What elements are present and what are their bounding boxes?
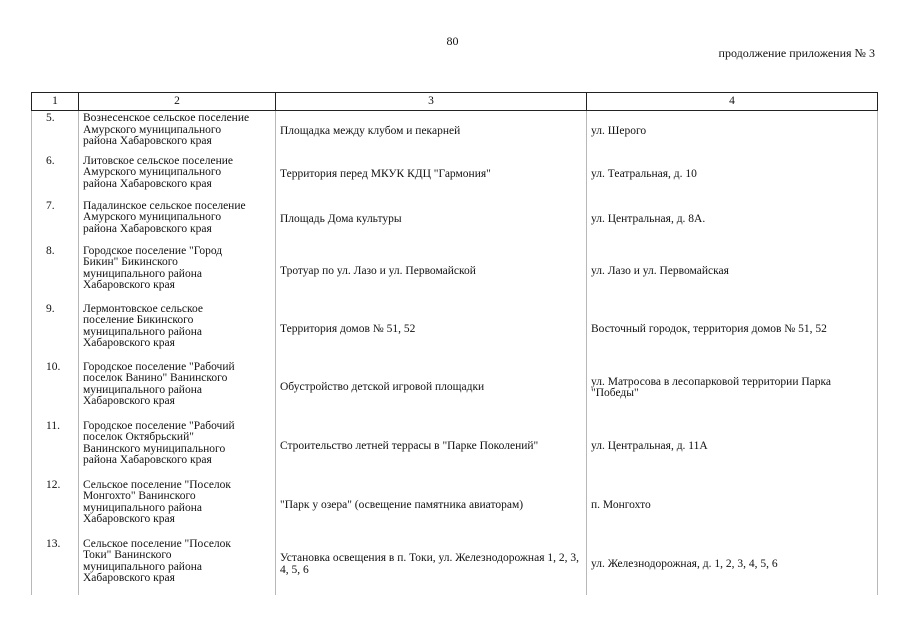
settlement-name: Литовское сельское поселение Амурского муниципального района Хабаровского края bbox=[79, 154, 276, 199]
settlement-name: Сельское поселение "Поселок Монгохто" Ванинского муниципального района Хабаровского края bbox=[79, 478, 276, 537]
table-row bbox=[32, 111, 878, 154]
table-row bbox=[32, 419, 878, 478]
table-row bbox=[32, 478, 878, 537]
project-description: Тротуар по ул. Лазо и ул. Первомайской bbox=[276, 244, 587, 302]
table-row bbox=[32, 537, 878, 595]
page-number: 80 bbox=[446, 34, 459, 48]
column-number-row bbox=[32, 93, 878, 111]
settlement-name: Городское поселение "Рабочий поселок Ванино" Ванинского муниципального района Хабаровского края bbox=[79, 360, 276, 419]
project-description: Установка освещения в п. Токи, ул. Железнодорожная 1, 2, 3, 4, 5, 6 bbox=[276, 537, 587, 595]
row-number: 9. bbox=[32, 302, 79, 360]
settlement-name: Лермонтовское сельское поселение Бикинского муниципального района Хабаровского края bbox=[79, 302, 276, 360]
row-number: 10. bbox=[32, 360, 79, 419]
project-location: ул. Лазо и ул. Первомайская bbox=[587, 244, 878, 302]
row-number: 5. bbox=[32, 111, 79, 154]
table-header bbox=[32, 93, 878, 111]
project-description: Площадка между клубом и пекарней bbox=[276, 111, 587, 154]
table-row bbox=[32, 199, 878, 244]
project-description: Территория перед МКУК КДЦ "Гармония" bbox=[276, 154, 587, 199]
appendix-table bbox=[31, 92, 878, 595]
project-description: Площадь Дома культуры bbox=[276, 199, 587, 244]
row-number: 6. bbox=[32, 154, 79, 199]
table-row bbox=[32, 360, 878, 419]
table-row bbox=[32, 154, 878, 199]
settlement-name: Городское поселение "Рабочий поселок Октябрьский" Ванинского муниципального района Хабаровского края bbox=[79, 419, 276, 478]
column-header-4: 4 bbox=[587, 93, 878, 111]
table-row bbox=[32, 244, 878, 302]
row-number: 7. bbox=[32, 199, 79, 244]
project-location: ул. Центральная, д. 11А bbox=[587, 419, 878, 478]
project-location: ул. Матросова в лесопарковой территории Парка "Победы" bbox=[587, 360, 878, 419]
table-body bbox=[32, 111, 878, 595]
table-row bbox=[32, 302, 878, 360]
row-number: 13. bbox=[32, 537, 79, 595]
project-location: Восточный городок, территория домов № 51, 52 bbox=[587, 302, 878, 360]
project-location: ул. Центральная, д. 8А. bbox=[587, 199, 878, 244]
project-description: Территория домов № 51, 52 bbox=[276, 302, 587, 360]
project-location: ул. Театральная, д. 10 bbox=[587, 154, 878, 199]
appendix-continuation-note: продолжение приложения № 3 bbox=[718, 46, 875, 60]
column-header-3: 3 bbox=[276, 93, 587, 111]
row-number: 11. bbox=[32, 419, 79, 478]
row-number: 12. bbox=[32, 478, 79, 537]
settlement-name: Сельское поселение "Поселок Токи" Ванинского муниципального района Хабаровского края bbox=[79, 537, 276, 595]
settlement-name: Падалинское сельское поселение Амурского муниципального района Хабаровского края bbox=[79, 199, 276, 244]
settlement-name: Городское поселение "Город Бикин" Бикинского муниципального района Хабаровского края bbox=[79, 244, 276, 302]
settlement-name: Вознесенское сельское поселение Амурского муниципального района Хабаровского края bbox=[79, 111, 276, 154]
row-number: 8. bbox=[32, 244, 79, 302]
project-location: п. Монгохто bbox=[587, 478, 878, 537]
column-header-1: 1 bbox=[32, 93, 79, 111]
project-location: ул. Железнодорожная, д. 1, 2, 3, 4, 5, 6 bbox=[587, 537, 878, 595]
project-location: ул. Шерого bbox=[587, 111, 878, 154]
project-description: "Парк у озера" (освещение памятника авиаторам) bbox=[276, 478, 587, 537]
column-header-2: 2 bbox=[79, 93, 276, 111]
project-description: Строительство летней террасы в "Парке Поколений" bbox=[276, 419, 587, 478]
project-description: Обустройство детской игровой площадки bbox=[276, 360, 587, 419]
